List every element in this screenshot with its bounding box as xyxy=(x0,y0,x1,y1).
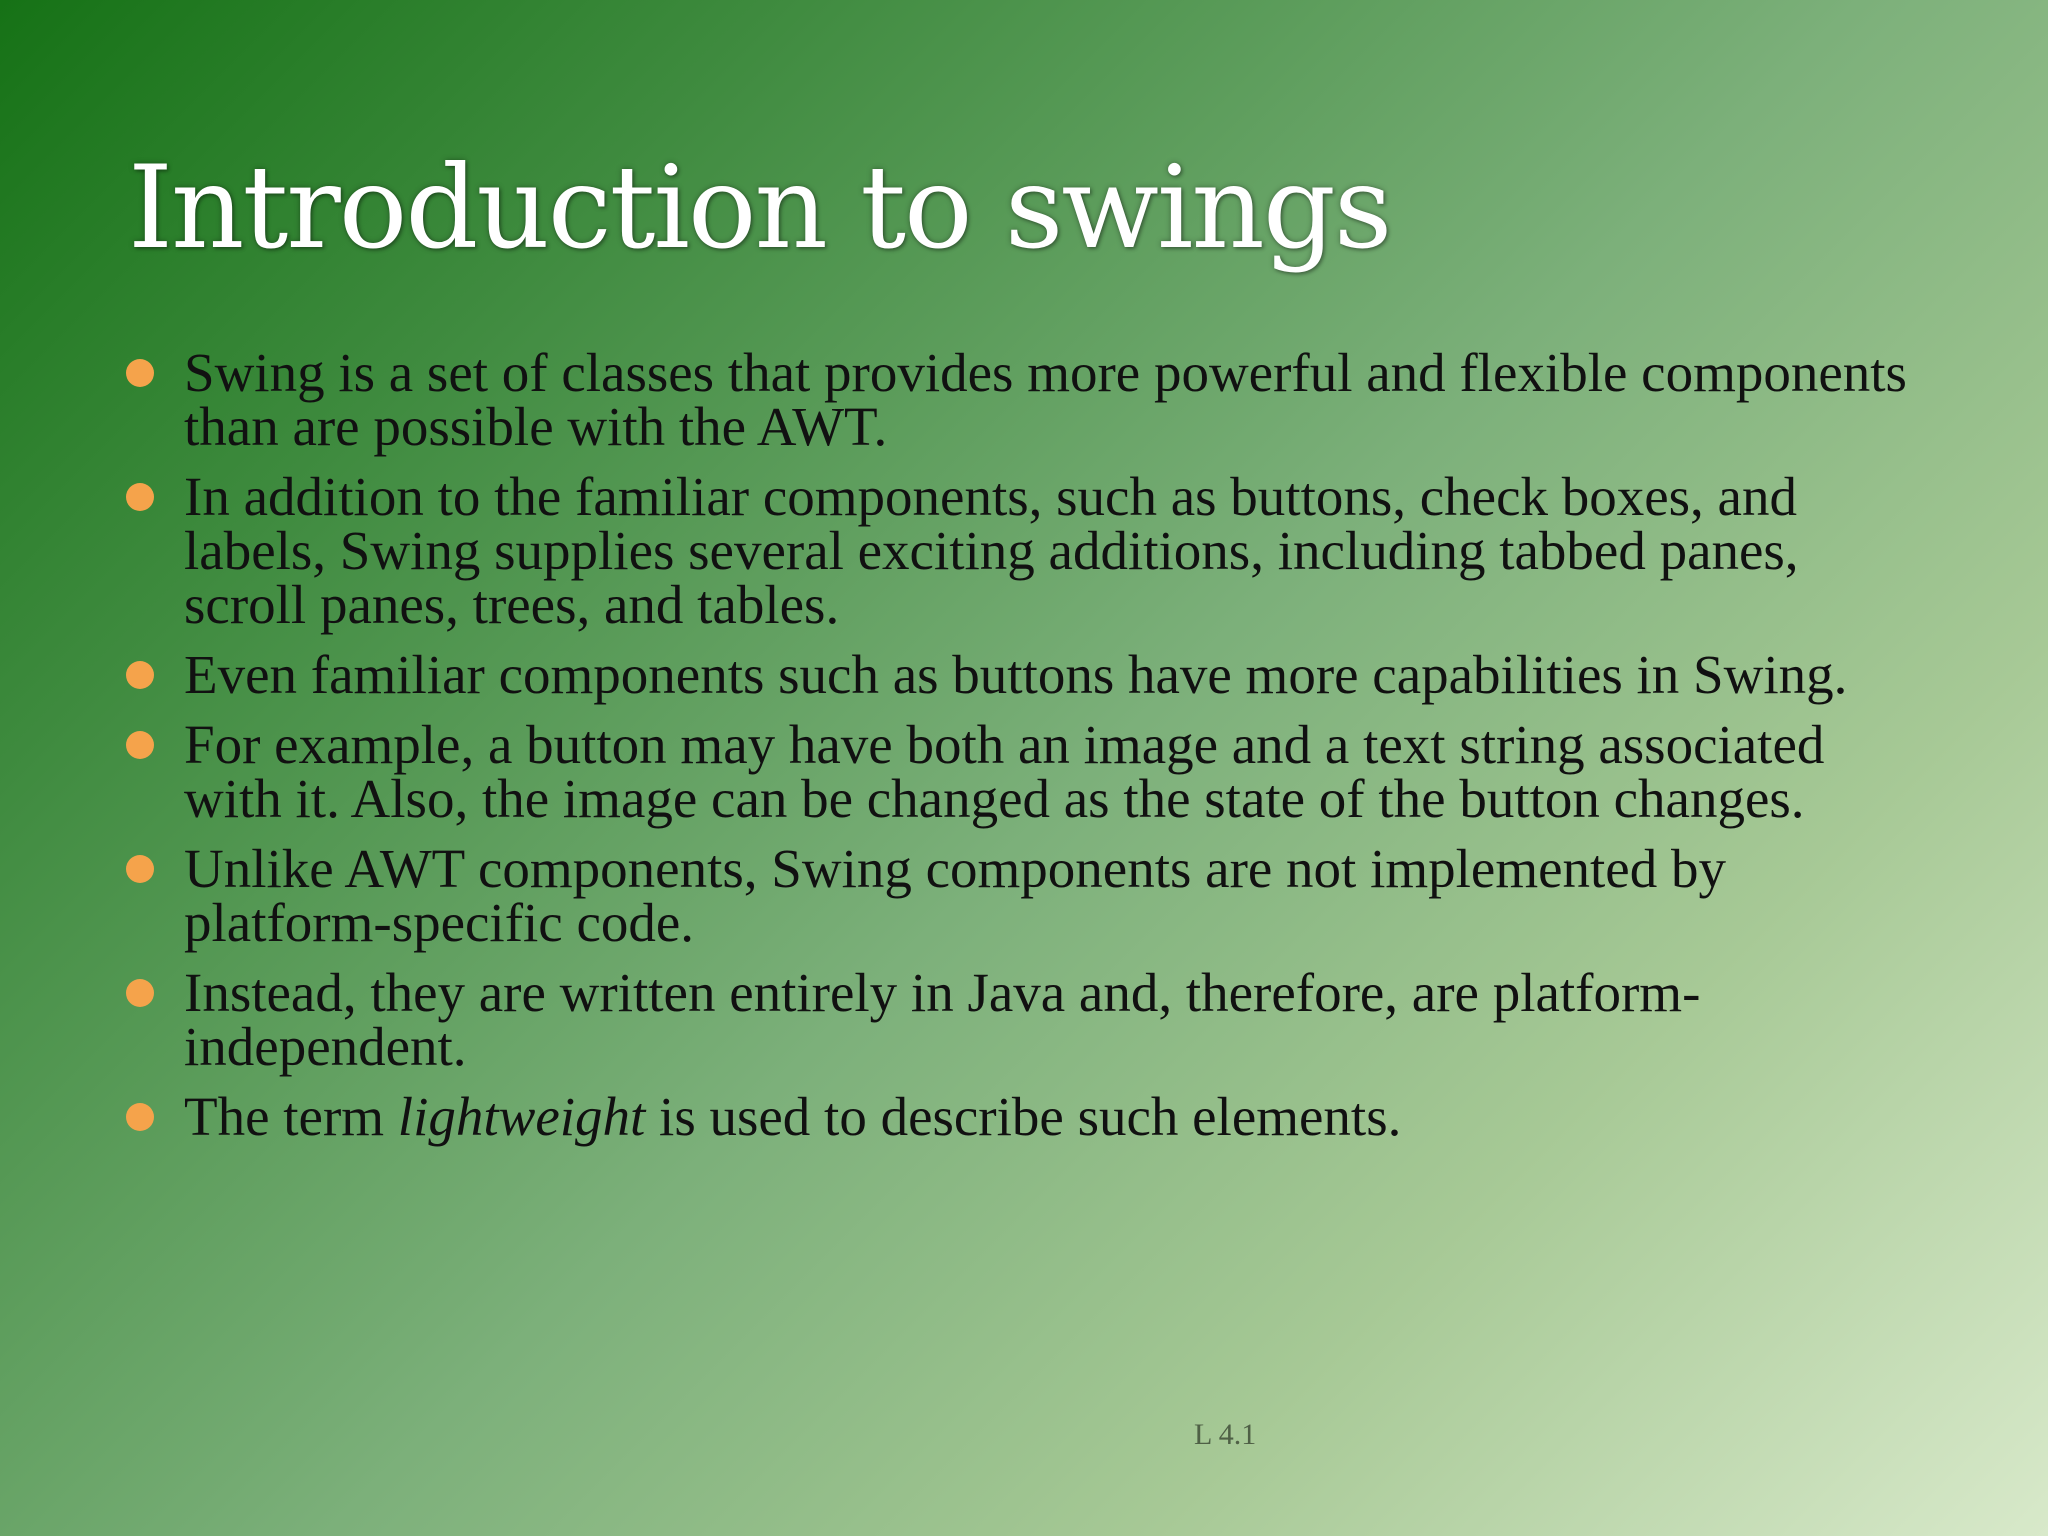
bullet-text: Instead, they are written entirely in Java and, therefore, are platform-independent. xyxy=(184,962,1701,1077)
bullet-item xyxy=(126,838,1926,953)
bullet-text xyxy=(184,1086,1401,1147)
emphasized-term: lightweight xyxy=(397,1086,646,1147)
bullet-text: In addition to the familiar components, such as buttons, check boxes, and labels, Swing supplies several exciting additions, including tabbed panes, scroll panes, trees, and tables. xyxy=(184,466,1799,635)
slide-number: L 4.1 xyxy=(1194,1418,1257,1451)
bullet-item xyxy=(126,466,1926,635)
bullet-dot-icon xyxy=(126,979,154,1007)
slide-title: Introduction to swings xyxy=(128,141,1391,274)
bullet-dot-icon xyxy=(126,359,154,387)
bullet-item xyxy=(126,714,1926,829)
bullet-dot-icon xyxy=(126,483,154,511)
bullet-text: Unlike AWT components, Swing components are not implemented by platform-specific code. xyxy=(184,838,1726,953)
bullet-list xyxy=(126,342,1926,1160)
bullet-dot-icon xyxy=(126,855,154,883)
bullet-dot-icon xyxy=(126,731,154,759)
bullet-item xyxy=(126,1086,1926,1147)
bullet-text-after: is used to describe such elements. xyxy=(645,1086,1402,1147)
bullet-item xyxy=(126,342,1926,457)
bullet-text: Even familiar components such as buttons have more capabilities in Swing. xyxy=(184,644,1848,705)
bullet-text-before: The term xyxy=(184,1086,398,1147)
bullet-text: For example, a button may have both an image and a text string associated with it. Also, the image can be changed as the state of the button changes. xyxy=(184,714,1825,829)
bullet-dot-icon xyxy=(126,661,154,689)
bullet-item xyxy=(126,644,1926,705)
bullet-item xyxy=(126,962,1926,1077)
bullet-dot-icon xyxy=(126,1103,154,1131)
bullet-text: Swing is a set of classes that provides more powerful and flexible components than are possible with the AWT. xyxy=(184,342,1907,457)
